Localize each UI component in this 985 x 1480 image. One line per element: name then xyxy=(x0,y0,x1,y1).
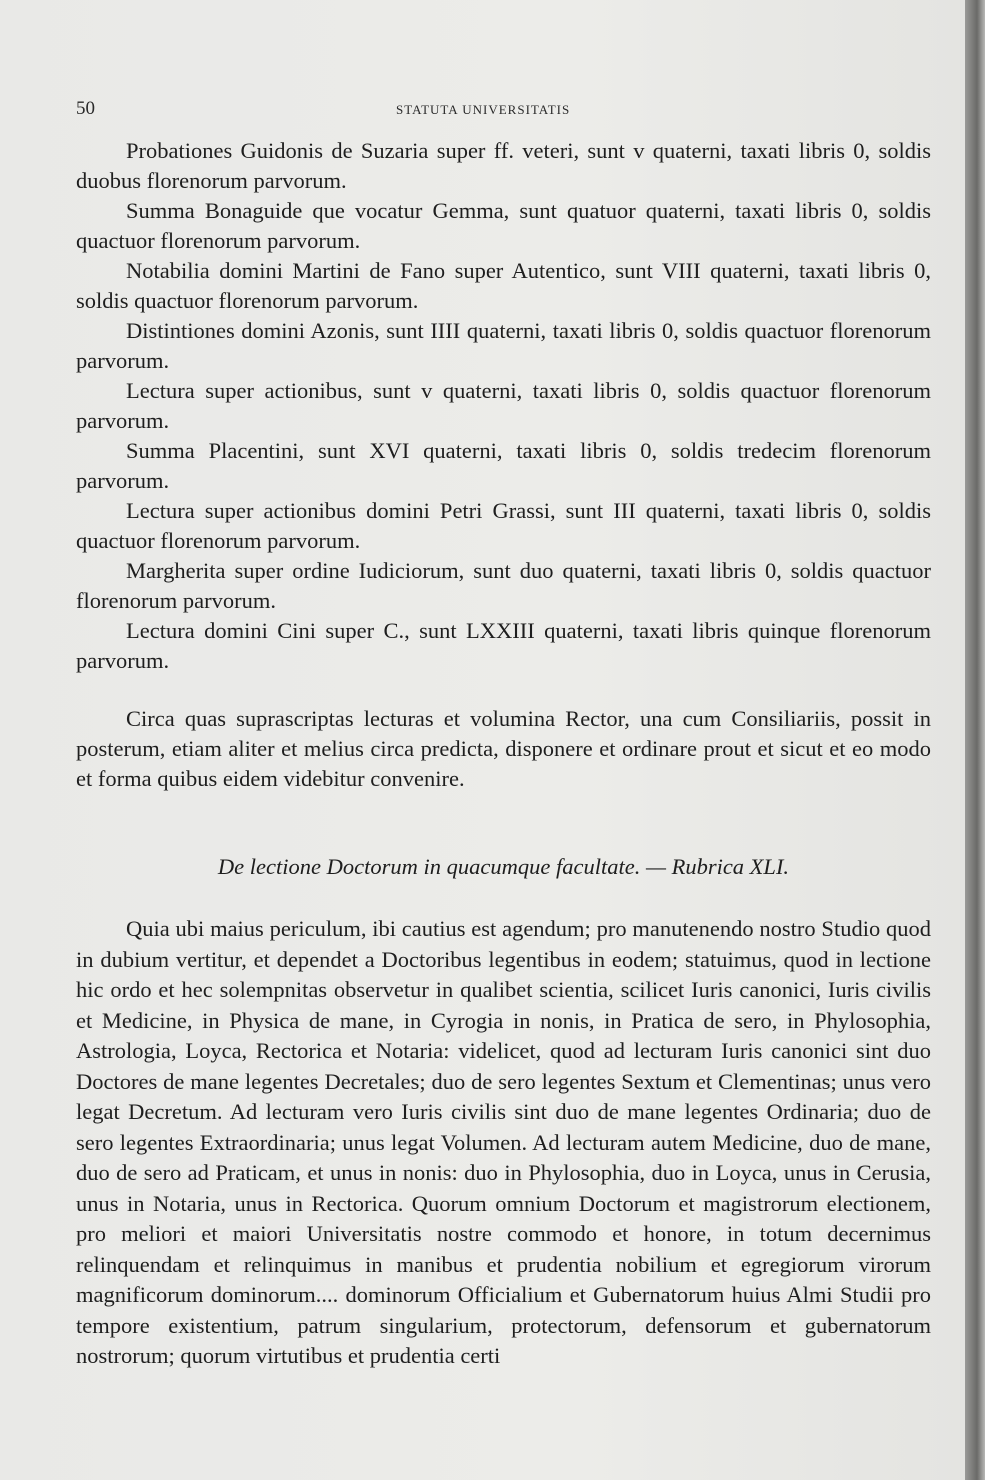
page-number: 50 xyxy=(76,98,95,119)
closing-paragraph: Circa quas suprascriptas lecturas et volumina Rector, una cum Consiliariis, possit in posterum, etiam aliter et melius circa predicta, disponere et ordinare prout et sicut et eo modo et forma quibus eidem videbitur convenire. xyxy=(76,706,931,791)
rubric-heading: De lectione Doctorum in quacumque facultate. — Rubrica XLI. xyxy=(217,854,790,879)
body-paragraph: Quia ubi maius periculum, ibi cautius est agendum; pro manutenendo nostro Studio quod in dubium vertitur, et dependet a Doctoribus legentibus in eodem; statuimus, quod in lectione hic ordo et hec solempnitas observetur in qualibet scientia, scilicet Iuris canonici, Iuris civilis et Medicine, in Physica de mane, in Cyrogia in nonis, in Pratica de sero, in Phylosophia, Astrologia, Loyca, Rectorica et Notaria: videlicet, quod ad lecturam Iuris canonici sint duo Doctores de mane legentes Decretales; duo de sero legentes Sextum et Clementinas; unus vero legat Decretum. Ad lecturam vero Iuris civilis sint duo de mane legentes Ordinaria; duo de sero legentes Extraordinaria; unus legat Volumen. Ad lecturam autem Medicine, duo de mane, duo de sero ad Praticam, et unus in nonis: duo in Phylosophia, duo in Loyca, unus in Cerusia, unus in Notaria, unus in Rectorica. Quorum omnium Doctorum et magistrorum electionem, pro meliori et maiori Universitatis nostre commodo et honore, in totum decernimus relinquendam et relinquimus in manibus et prudentia nobilium et egregiorum virorum magnificorum dominorum.... dominorum Officialium et Gubernatorum huius Almi Studii pro tempore existentium, patrum singularium, protectorum, defensorum et gubernatorum nostrorum; quorum virtutibus et prudentia certi xyxy=(76,916,931,1368)
list-item: Distintiones domini Azonis, sunt IIII quaterni, taxati libris 0, soldis quactuor florenorum parvorum. xyxy=(76,318,931,373)
page-edge-shadow xyxy=(965,0,985,1480)
list-item: Summa Bonaguide que vocatur Gemma, sunt quatuor quaterni, taxati libris 0, soldis quactuor florenorum parvorum. xyxy=(76,198,931,253)
list-item: Notabilia domini Martini de Fano super Autentico, sunt VIII quaterni, taxati libris 0, soldis quactuor florenorum parvorum. xyxy=(76,258,931,313)
book-list xyxy=(76,136,931,676)
list-item: Lectura super actionibus, sunt v quaterni, taxati libris 0, soldis quactuor florenorum parvorum. xyxy=(76,378,931,433)
closing-section xyxy=(76,704,931,794)
page-header xyxy=(76,98,931,122)
running-title: STATUTA UNIVERSITATIS xyxy=(396,102,571,117)
list-item: Lectura domini Cini super C., sunt LXXIII quaterni, taxati libris quinque florenorum parvorum. xyxy=(76,618,931,673)
list-item: Lectura super actionibus domini Petri Grassi, sunt III quaterni, taxati libris 0, soldis quactuor florenorum parvorum. xyxy=(76,498,931,553)
list-item: Margherita super ordine Iudiciorum, sunt duo quaterni, taxati libris 0, soldis quactuor florenorum parvorum. xyxy=(76,558,931,613)
body-section xyxy=(76,914,931,1372)
list-item: Summa Placentini, sunt XVI quaterni, taxati libris 0, soldis tredecim florenorum parvorum. xyxy=(76,438,931,493)
list-item: Probationes Guidonis de Suzaria super ff. veteri, sunt v quaterni, taxati libris 0, soldis duobus florenorum parvorum. xyxy=(76,138,931,193)
